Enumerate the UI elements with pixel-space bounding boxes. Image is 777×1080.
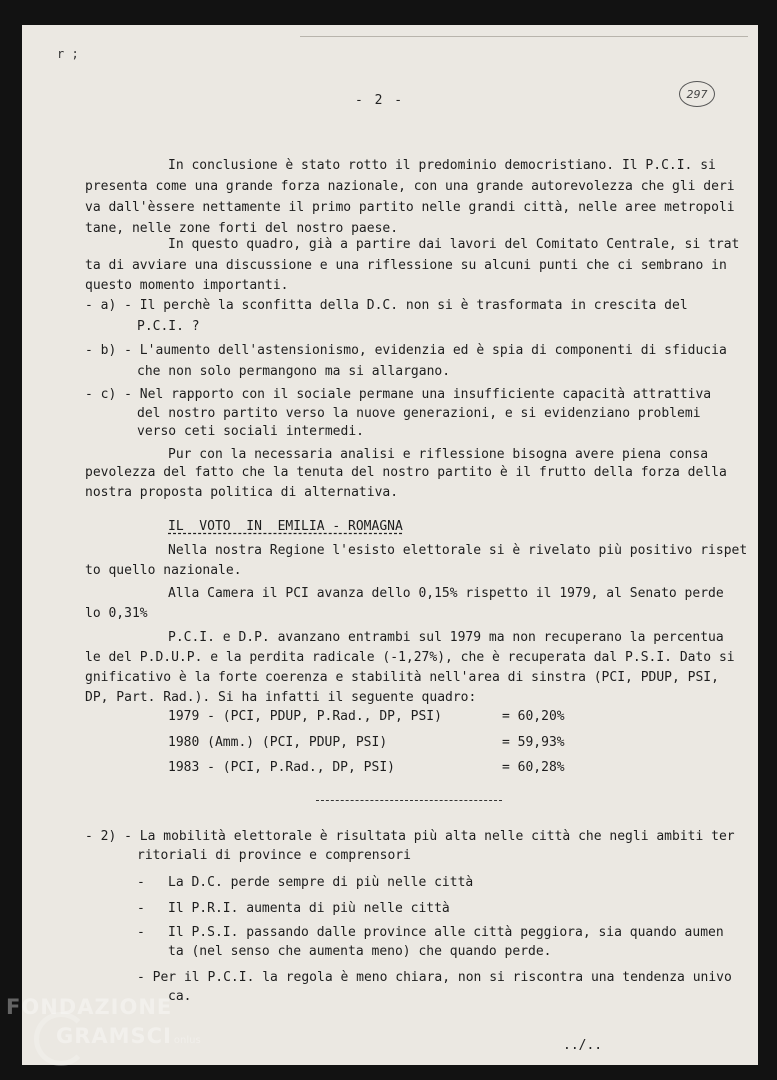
watermark-line-1: FONDAZIONE [6,995,173,1019]
table-row-3-value: = 60,28% [502,760,565,775]
paragraph-6-line-4: DP, Part. Rad.). Si ha infatti il seguente quadro: [85,690,477,705]
section-heading: IL VOTO IN EMILIA - ROMAGNA [168,519,403,534]
corner-mark: r ; [57,47,79,61]
table-row-1-label: 1979 - (PCI, PDUP, P.Rad., DP, PSI) [168,709,442,724]
paragraph-5-line-1: Alla Camera il PCI avanza dello 0,15% rispetto il 1979, al Senato perde [168,586,724,601]
pci-item-line-2: ca. [168,989,192,1004]
dashed-separator [316,800,502,801]
table-row-1-value: = 60,20% [502,709,565,724]
bullet-2-dash: - [137,901,145,916]
page-top-edge-line [300,36,748,37]
table-row-2-value: = 59,93% [502,735,565,750]
paragraph-2-line-3: questo momento importanti. [85,278,289,293]
paragraph-1-line-3: va dall'èssere nettamente il primo partito nelle grandi città, nelle aree metropoli [85,200,735,215]
item-c-line-1: - c) - Nel rapporto con il sociale permane una insufficiente capacità attrattiva [85,387,712,402]
item-c-line-3: verso ceti sociali intermedi. [137,424,364,439]
paragraph-4-line-1: Nella nostra Regione l'esisto elettorale si è rivelato più positivo rispet [168,543,748,558]
item-2-line-1: - 2) - La mobilità elettorale è risultata più alta nelle città che negli ambiti ter [85,829,735,844]
bullet-3-text-line-1: Il P.S.I. passando dalle province alle città peggiora, sia quando aumen [168,925,724,940]
page-number: - 2 - [355,93,405,108]
paragraph-2-line-2: ta di avviare una discussione e una riflessione su alcuni punti che ci sembrano in [85,258,727,273]
paragraph-6-line-3: gnificativo è la forte coerenza e stabilità nell'area di sinstra (PCI, PDUP, PSI, [85,670,719,685]
paragraph-5-line-2: lo 0,31% [85,606,148,621]
bullet-3-dash: - [137,925,145,940]
paragraph-6-line-1: P.C.I. e D.P. avanzano entrambi sul 1979 ma non recuperano la percentua [168,630,724,645]
item-a-line-2: P.C.I. ? [137,319,200,334]
bullet-1-text: La D.C. perde sempre di più nelle città [168,875,474,890]
item-c-line-2: del nostro partito verso la nuove generazioni, e si evidenziano problemi [137,406,701,421]
bullet-1-dash: - [137,875,145,890]
watermark [6,993,201,1055]
paragraph-6-line-2: le del P.D.U.P. e la perdita radicale (-1,27%), che è recuperata dal P.S.I. Dato si [85,650,735,665]
item-2-line-2: ritoriali di province e comprensori [137,848,411,863]
bullet-2-text: Il P.R.I. aumenta di più nelle città [168,901,450,916]
item-b-line-2: che non solo permangono ma si allargano. [137,364,451,379]
paragraph-1-line-4: tane, nelle zone forti del nostro paese. [85,221,399,236]
table-row-2-label: 1980 (Amm.) (PCI, PDUP, PSI) [168,735,388,750]
paragraph-3-line-3: nostra proposta politica di alternativa. [85,485,399,500]
watermark-onlus: onlus [173,1035,201,1046]
continuation-mark: ../.. [563,1038,603,1053]
paragraph-3-line-1: Pur con la necessaria analisi e riflessione bisogna avere piena consa [168,447,709,462]
pci-item-line-1: - Per il P.C.I. la regola è meno chiara, non si riscontra una tendenza univo [137,970,732,985]
item-b-line-1: - b) - L'aumento dell'astensionismo, evidenzia ed è spia di componenti di sfiducia [85,343,727,358]
watermark-line-2: GRAMSCI [56,1024,172,1048]
item-a-line-1: - a) - Il perchè la sconfitta della D.C. non si è trasformata in crescita del [85,298,688,313]
paragraph-4-line-2: to quello nazionale. [85,563,242,578]
bullet-3-text-line-2: ta (nel senso che aumenta meno) che quando perde. [168,944,552,959]
paragraph-1-line-2: presenta come una grande forza nazionale, con una grande autorevolezza che gli deri [85,179,735,194]
archive-number-stamp: 297 [679,81,715,107]
paragraph-1-line-1: In conclusione è stato rotto il predominio democristiano. Il P.C.I. si [168,158,716,173]
paragraph-2-line-1: In questo quadro, già a partire dai lavori del Comitato Centrale, si trat [168,237,740,252]
paragraph-3-line-2: pevolezza del fatto che la tenuta del nostro partito è il frutto della forza della [85,465,727,480]
table-row-3-label: 1983 - (PCI, P.Rad., DP, PSI) [168,760,395,775]
